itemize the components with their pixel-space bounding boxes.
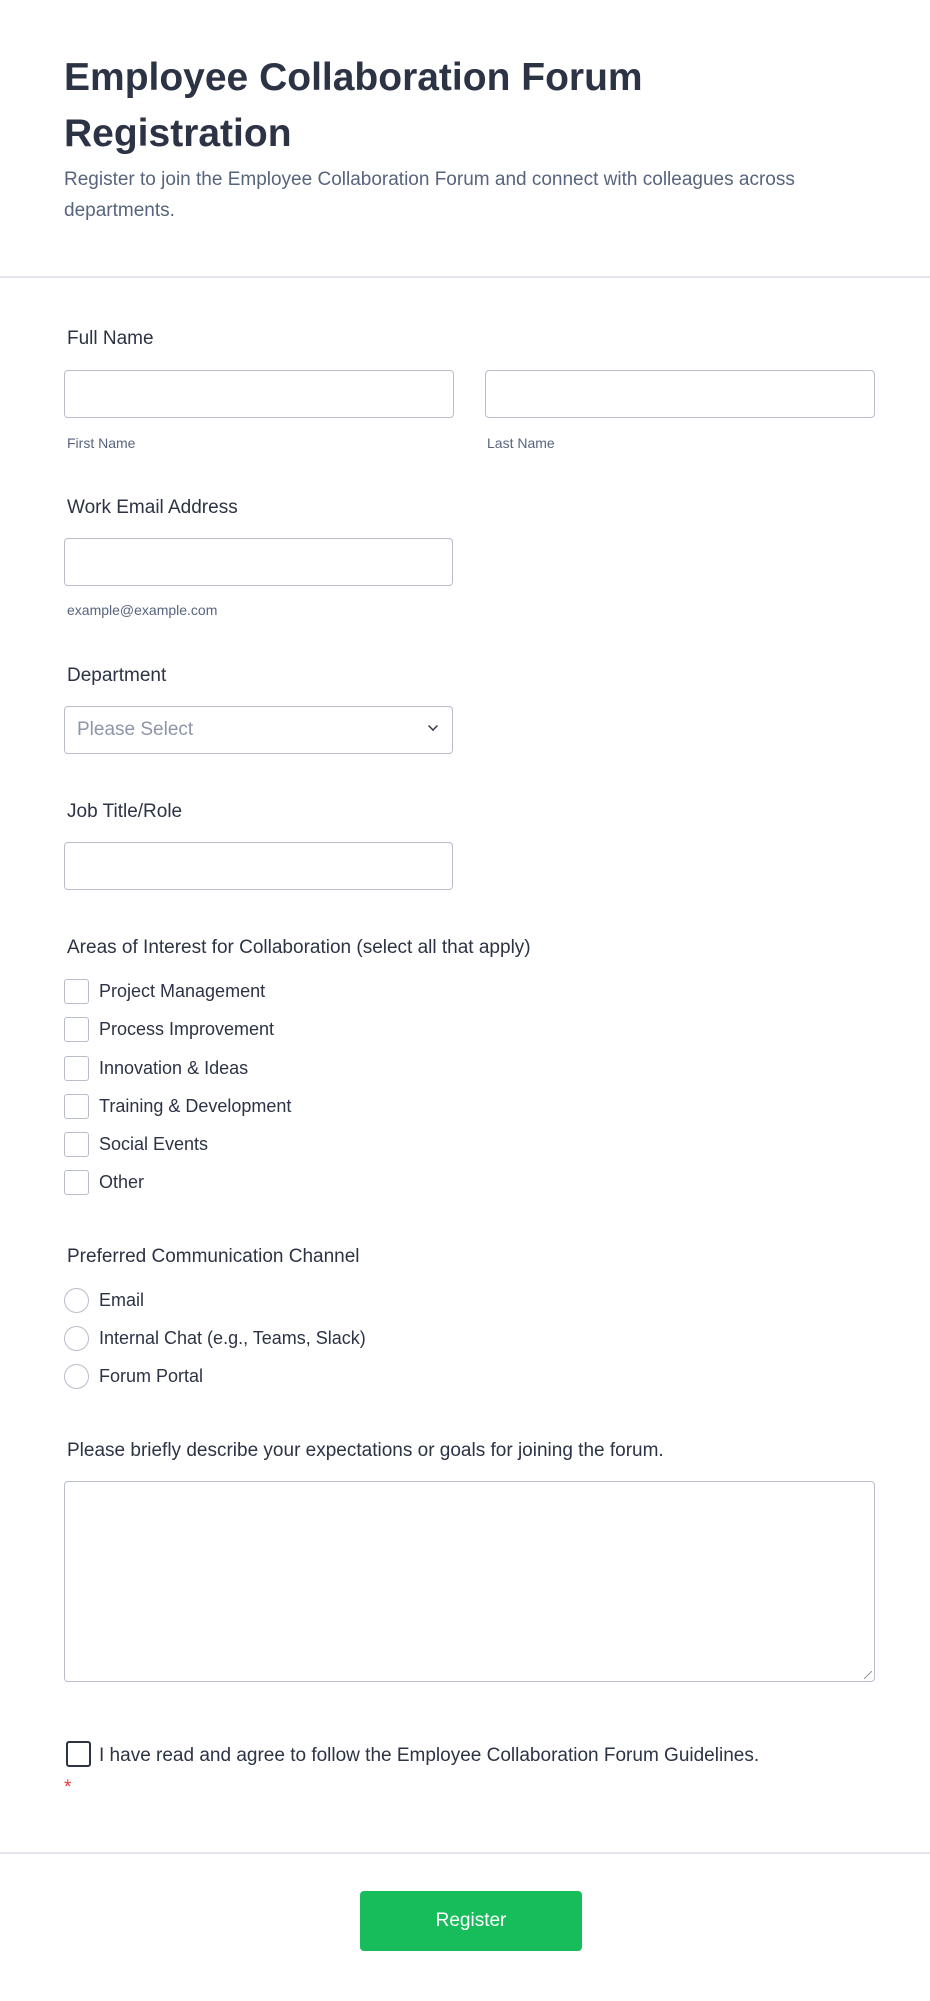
page-subtitle: Register to join the Employee Collaboration Forum and connect with colleagues across departments. (64, 169, 795, 221)
checkbox[interactable] (64, 1170, 89, 1195)
option-label: Social Events (99, 1133, 209, 1154)
agree-text: I have read and agree to follow the Employee Collaboration Forum Guidelines. (99, 1745, 760, 1766)
radio[interactable] (64, 1288, 89, 1313)
required-mark: * (64, 1777, 72, 1798)
interest-option[interactable] (64, 978, 265, 1004)
chevron-down-icon (428, 721, 438, 731)
first-name-input[interactable] (64, 370, 454, 418)
checkbox[interactable] (64, 979, 89, 1004)
page-title: Employee Collaboration Forum Registration (64, 56, 643, 155)
option-label: Innovation & Ideas (99, 1057, 249, 1078)
channel-label: Preferred Communication Channel (67, 1246, 360, 1267)
agree-checkbox[interactable] (66, 1741, 91, 1767)
job-title-input[interactable] (64, 842, 453, 890)
first-name-sublabel: First Name (67, 435, 136, 451)
last-name-input[interactable] (485, 370, 875, 418)
department-label: Department (67, 665, 167, 686)
header-divider (0, 276, 930, 278)
email-label: Work Email Address (67, 497, 238, 518)
register-button[interactable]: Register (360, 1891, 582, 1951)
interest-option[interactable] (64, 1093, 291, 1119)
expectations-label: Please briefly describe your expectations or goals for joining the forum. (67, 1440, 664, 1461)
last-name-sublabel: Last Name (487, 435, 555, 451)
interests-label: Areas of Interest for Collaboration (select all that apply) (67, 937, 531, 958)
checkbox[interactable] (64, 1017, 89, 1042)
department-placeholder: Please Select (77, 719, 194, 740)
option-label: Process Improvement (99, 1018, 275, 1039)
option-label: Other (99, 1171, 145, 1192)
checkbox[interactable] (64, 1056, 89, 1081)
radio[interactable] (64, 1364, 89, 1389)
radio[interactable] (64, 1326, 89, 1351)
agree-terms[interactable] (64, 1740, 764, 1804)
interest-option[interactable] (64, 1055, 248, 1081)
email-input[interactable] (64, 538, 453, 586)
footer-divider (0, 1852, 930, 1854)
option-label: Email (99, 1289, 145, 1310)
interest-option[interactable] (64, 1016, 274, 1042)
job-title-label: Job Title/Role (67, 801, 183, 822)
department-select[interactable] (64, 706, 453, 754)
interest-option[interactable] (64, 1169, 144, 1195)
interest-option[interactable] (64, 1131, 208, 1157)
option-label: Project Management (99, 980, 266, 1001)
full-name-label: Full Name (67, 328, 154, 349)
channel-option[interactable] (64, 1325, 366, 1351)
option-label: Training & Development (99, 1095, 292, 1116)
option-label: Internal Chat (e.g., Teams, Slack) (99, 1327, 366, 1348)
channel-option[interactable] (64, 1363, 203, 1389)
checkbox[interactable] (64, 1094, 89, 1119)
email-hint: example@example.com (67, 602, 218, 618)
checkbox[interactable] (64, 1132, 89, 1157)
resize-handle-icon[interactable] (864, 1671, 872, 1679)
expectations-textarea[interactable] (64, 1481, 875, 1682)
option-label: Forum Portal (99, 1365, 204, 1386)
channel-option[interactable] (64, 1287, 144, 1313)
